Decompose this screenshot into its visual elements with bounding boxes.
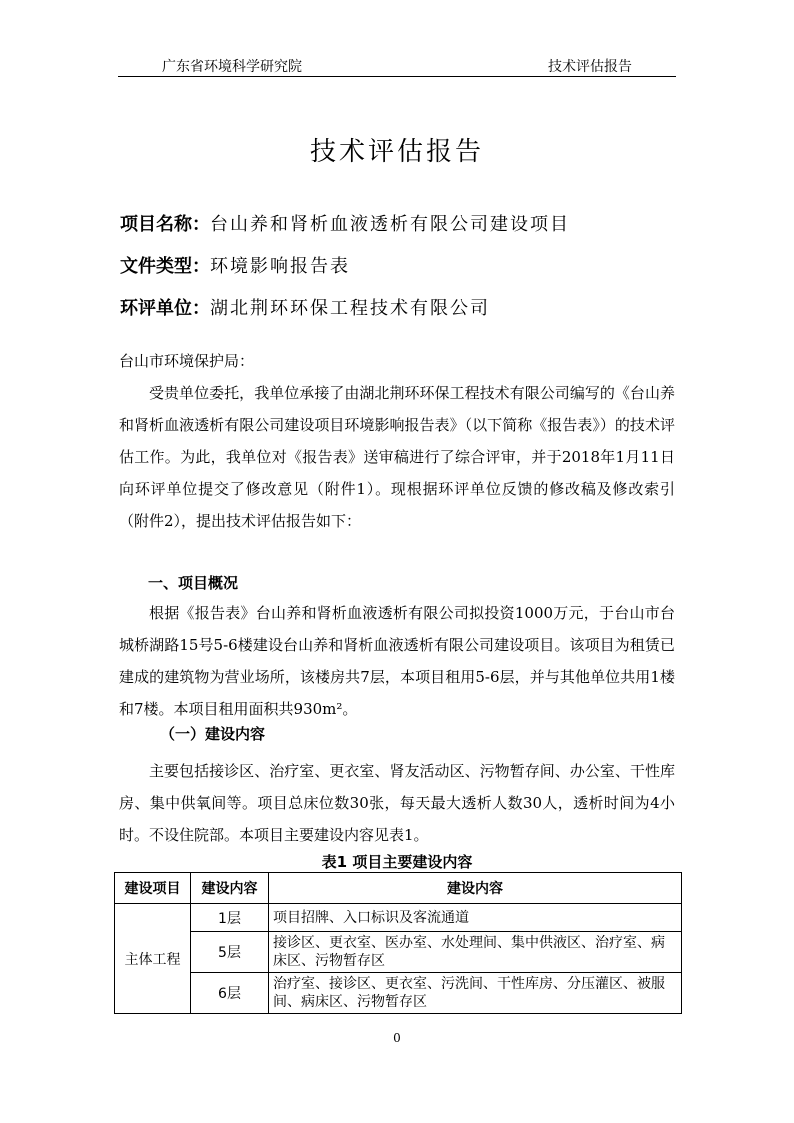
meta-key: 项目名称： (120, 214, 210, 235)
table-content-cell: 治疗室、接诊区、更衣室、污洗间、干性库房、分压灌区、被服间、病床区、污物暂存区 (269, 973, 682, 1014)
table-content-cell: 项目招牌、入口标识及客流通道 (269, 904, 682, 932)
header-org: 广东省环境科学研究院 (162, 59, 302, 75)
subsection-1-heading: （一）建设内容 (160, 725, 266, 743)
table-header-cell: 建设项目 (115, 873, 191, 904)
table-group-cell: 主体工程 (115, 904, 191, 1014)
table-row (115, 904, 682, 932)
construction-content-table (114, 872, 682, 1014)
table-row (115, 973, 682, 1014)
table-header-row (115, 873, 682, 904)
table-header-cell: 建设内容 (269, 873, 682, 904)
document-title: 技术评估报告 (309, 137, 484, 167)
intro-paragraph: 受贵单位委托，我单位承接了由湖北荆环环保工程技术有限公司编写的《台山养和肾析血液透析有限公司建设项目环境影响报告表》（以下简称《报告表》）的技术评估工作。为此，我单位对《报告表》送审稿进行了综合评审，并于2018年1月11日向环评单位提交了修改意见（附件1）。现根据环评单位反馈的修改稿及修改索引（附件2），提出技术评估报告如下： (119, 384, 675, 530)
meta-value: 台山养和肾析血液透析有限公司建设项目 (210, 214, 570, 235)
meta-value: 环境影响报告表 (210, 256, 350, 277)
table-caption: 表1 项目主要建设内容 (321, 853, 473, 871)
subsection-1-text: 主要包括接诊区、治疗室、更衣室、肾友活动区、污物暂存间、办公室、干性库房、集中供氧间等。项目总床位数30张，每天最大透析人数30人，透析时间为4小时。不设住院部。本项目主要建设内容见表1。 (119, 762, 675, 844)
meta-eia-unit (120, 294, 490, 320)
meta-key: 文件类型： (120, 256, 210, 277)
table-row (115, 932, 682, 973)
page-header (118, 56, 676, 77)
meta-project-name (120, 210, 570, 236)
addressee: 台山市环境保护局： (119, 352, 255, 370)
table-floor-cell: 1层 (191, 904, 269, 932)
table-header-cell: 建设内容 (191, 873, 269, 904)
section-1-text: 根据《报告表》台山养和肾析血液透析有限公司拟投资1000万元，于台山市台城桥湖路15号5-6楼建设台山养和肾析血液透析有限公司建设项目。该项目为租赁已建成的建筑物为营业场所，该楼房共7层，本项目租用5-6层，并与其他单位共用1楼和7楼。本项目租用面积共930m²。 (119, 604, 675, 718)
table-floor-cell: 6层 (191, 973, 269, 1014)
table-content-cell: 接诊区、更衣室、医办室、水处理间、集中供液区、治疗室、病床区、污物暂存区 (269, 932, 682, 973)
table-floor-cell: 5层 (191, 932, 269, 973)
section-1-heading: 一、项目概况 (148, 574, 239, 592)
page-number: 0 (393, 1031, 401, 1045)
meta-value: 湖北荆环环保工程技术有限公司 (210, 298, 490, 319)
meta-file-type (120, 252, 350, 278)
meta-key: 环评单位： (120, 298, 210, 319)
header-doc-title: 技术评估报告 (548, 59, 632, 75)
